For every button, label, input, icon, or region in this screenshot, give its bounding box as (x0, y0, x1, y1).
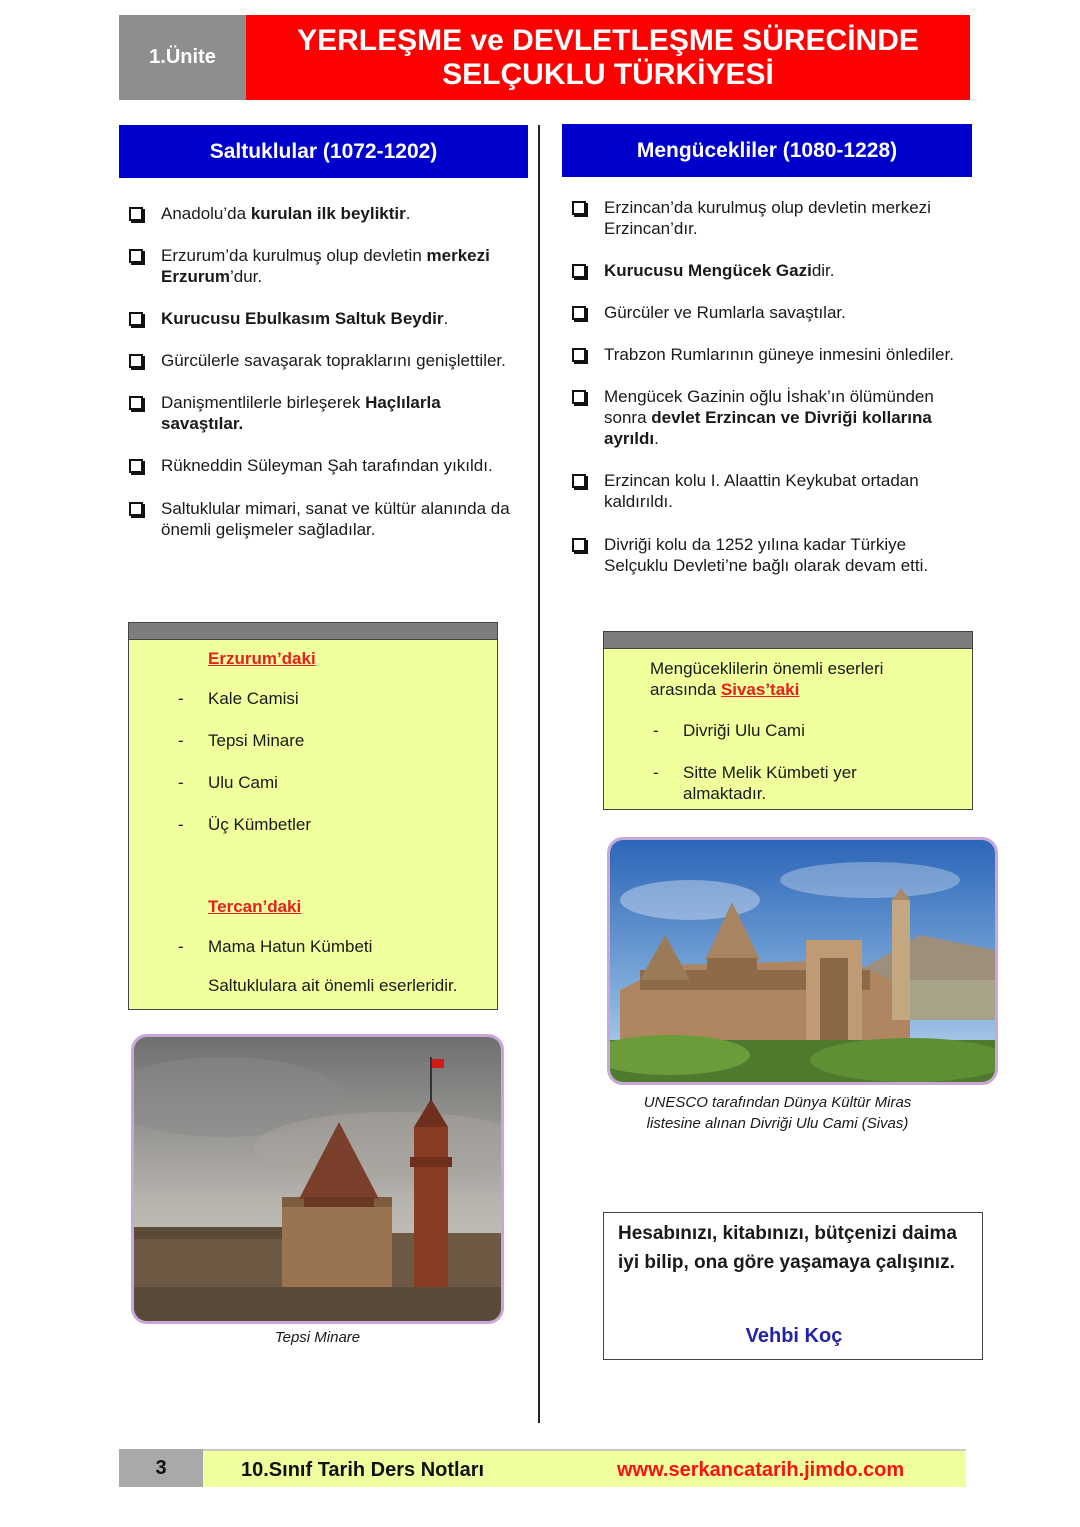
saltuklular-works-box (128, 622, 498, 1010)
quote-author: Vehbi Koç (745, 1325, 843, 1347)
checkbox-bullet-icon (129, 396, 143, 410)
checkbox-bullet-icon (129, 312, 143, 326)
mengucekliler-heading: Mengücekliler (1080-1228) (562, 124, 972, 177)
mengucekliler-works-box (603, 631, 973, 810)
checkbox-bullet-icon (572, 306, 586, 320)
list-item: Danişmentlilerle birleşerek Haçlılarla savaştılar. (119, 392, 519, 434)
list-item: Anadolu’da kurulan ilk beyliktir. (119, 203, 519, 224)
divrigi-ulu-cami-photo (607, 837, 998, 1085)
list-item: Gürcülerle savaşarak topraklarını genişlettiler. (119, 350, 519, 371)
divrigi-illustration (610, 840, 995, 1082)
title-line-2: SELÇUKLU TÜRKİYESİ (442, 57, 774, 91)
box-header-bar (129, 623, 497, 640)
mengucekliler-list (562, 197, 962, 576)
box-closing-text: Saltuklulara ait önemli eserleridir. (208, 976, 458, 995)
checkbox-bullet-icon (572, 474, 586, 488)
box-header-bar (604, 632, 972, 649)
footer-title: 10.Sınıf Tarih Ders Notları (241, 1459, 485, 1481)
list-item: - Kale Camisi (178, 689, 299, 708)
checkbox-bullet-icon (572, 201, 586, 215)
list-item: Saltuklular mimari, sanat ve kültür alanında da önemli gelişmeler sağladılar. (119, 498, 519, 540)
checkbox-bullet-icon (129, 502, 143, 516)
list-item: - Mama Hatun Kümbeti (178, 937, 373, 956)
list-item: Kurucusu Mengücek Gazidir. (562, 260, 962, 281)
list-item: - Sitte Melik Kümbeti yer almaktadır. (653, 763, 857, 803)
saltuklular-heading: Saltuklular (1072-1202) (119, 125, 528, 178)
list-item: Erzincan’da kurulmuş olup devletin merkezi Erzincan’dır. (562, 197, 962, 239)
page-title (246, 15, 970, 100)
tepsi-minare-caption: Tepsi Minare (274, 1329, 361, 1346)
place-tercan: Tercan’daki (208, 897, 302, 916)
list-item: - Tepsi Minare (178, 731, 305, 750)
list-item: Mengücek Gazinin oğlu İshak’ın ölümünden sonra devlet Erzincan ve Divriği kollarına ayrıldı. (562, 386, 962, 449)
caption-line-1: UNESCO tarafından Dünya Kültür Miras (643, 1094, 912, 1111)
unit-label: 1.Ünite (119, 15, 246, 100)
caption-line-2: listesine alınan Divriği Ulu Cami (Sivas) (646, 1115, 909, 1132)
box-intro: Mengüceklilerin önemli eserleri arasında Sivas’taki (650, 659, 884, 699)
divrigi-caption (595, 1092, 960, 1134)
tepsi-minare-photo (131, 1034, 504, 1324)
column-divider (538, 125, 540, 1423)
checkbox-bullet-icon (129, 354, 143, 368)
tepsi-minare-illustration (134, 1037, 501, 1321)
checkbox-bullet-icon (572, 264, 586, 278)
quote-text: Hesabınızı, kitabınızı, bütçenizi daima iyi bilip, ona göre yaşamaya çalışınız. (618, 1223, 957, 1273)
list-item: Erzurum’da kurulmuş olup devletin merkezi Erzurum’dur. (119, 245, 519, 287)
title-line-1: YERLEŞME ve DEVLETLEŞME SÜRECİNDE (297, 23, 919, 57)
page-number: 3 (119, 1449, 203, 1487)
list-item: Gürcüler ve Rumlarla savaştılar. (562, 302, 962, 323)
list-item: Erzincan kolu I. Alaattin Keykubat ortadan kaldırıldı. (562, 470, 962, 512)
checkbox-bullet-icon (572, 538, 586, 552)
place-sivas: Sivas’taki (720, 680, 800, 699)
checkbox-bullet-icon (129, 459, 143, 473)
footer-bar (203, 1449, 966, 1487)
quote-box (603, 1212, 983, 1360)
list-item: Kurucusu Ebulkasım Saltuk Beydir. (119, 308, 519, 329)
place-erzurum: Erzurum’daki (208, 649, 316, 668)
list-item: - Divriği Ulu Cami (653, 721, 805, 740)
checkbox-bullet-icon (129, 207, 143, 221)
list-item: Divriği kolu da 1252 yılına kadar Türkiye Selçuklu Devleti’ne bağlı olarak devam etti. (562, 534, 962, 576)
footer-url[interactable]: www.serkancatarih.jimdo.com (617, 1459, 905, 1481)
list-item: - Ulu Cami (178, 773, 278, 792)
list-item: - Üç Kümbetler (178, 815, 311, 834)
saltuklular-list (119, 203, 519, 540)
checkbox-bullet-icon (572, 348, 586, 362)
list-item: Rükneddin Süleyman Şah tarafından yıkıldı. (119, 455, 519, 476)
checkbox-bullet-icon (572, 390, 586, 404)
list-item: Trabzon Rumlarının güneye inmesini önlediler. (562, 344, 962, 365)
checkbox-bullet-icon (129, 249, 143, 263)
